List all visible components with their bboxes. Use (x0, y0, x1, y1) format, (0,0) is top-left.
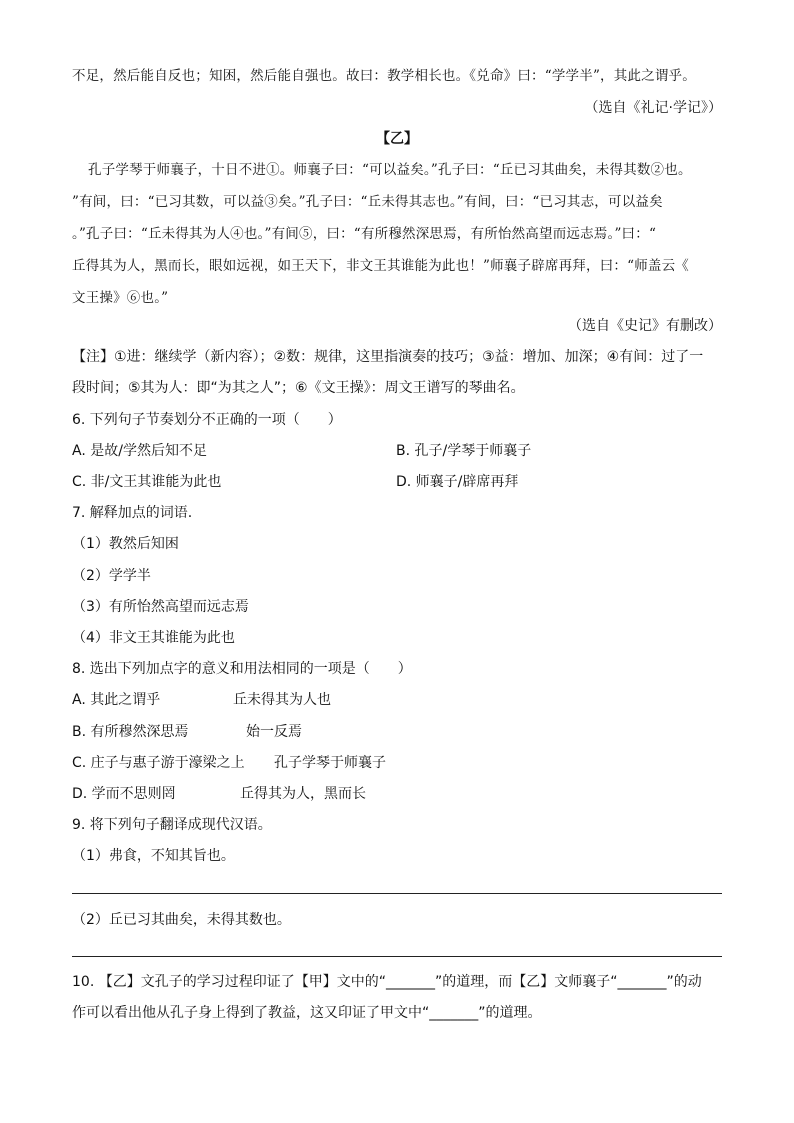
q6-option-a: A. 是故/学然后知不足 (72, 443, 207, 459)
q8-option-c: C. 庄子与惠子游于濠梁之上 (72, 755, 245, 771)
q8-option-b-pair: 始一反焉 (246, 724, 302, 740)
q7-item: （3）有所怡然高望而远志焉 (72, 599, 249, 615)
q7-item: （2）学学半 (72, 568, 151, 584)
q8-option-d: D. 学而不思则罔 (72, 786, 176, 802)
q6-option-d: D. 师襄子/辟席再拜 (396, 474, 519, 490)
passage-b-line: 文王操》⑥也。” (72, 290, 169, 306)
q6-option-b: B. 孔子/学琴于师襄子 (396, 443, 532, 459)
q10-line: 10. 【乙】文孔子的学习过程印证了【甲】文中的“_______”的道理，而【乙】文师襄子“_______”的动 (72, 974, 702, 990)
answer-line[interactable] (72, 893, 722, 894)
q8-option-a-pair: 丘未得其为人也 (233, 692, 331, 708)
answer-line[interactable] (72, 956, 722, 957)
q9-item-2: （2）丘已习其曲矣，未得其数也。 (72, 912, 291, 928)
q10-line: 作可以看出他从孔子身上得到了教益，这又印证了甲文中“_______”的道理。 (72, 1005, 542, 1021)
q8-option-d-pair: 丘得其为人，黑而长 (240, 786, 366, 802)
passage-a-tail-line: 不足，然后能自反也；知困，然后能自强也。故曰：教学相长也。《兑命》曰：“学学半”，其此之谓乎。 (72, 68, 696, 84)
q9-stem: 9. 将下列句子翻译成现代汉语。 (72, 817, 272, 833)
q7-item: （4）非文王其谁能为此也 (72, 630, 235, 646)
q9-item-1: （1）弗食，不知其旨也。 (72, 848, 235, 864)
q6-stem: 6. 下列句子节奏划分不正确的一项（ ） (72, 412, 342, 428)
q8-option-a: A. 其此之谓乎 (72, 692, 161, 708)
note-line: 【注】①进：继续学（新内容）；②数：规律，这里指演奏的技巧；③益：增加、加深；④有间：过了一 (72, 349, 704, 365)
q7-item: （1）教然后知困 (72, 536, 179, 552)
q8-option-c-pair: 孔子学琴于师襄子 (274, 755, 386, 771)
note-line: 段时间；⑤其为人：即“为其之人”；⑥《文王操》：周文王谱写的琴曲名。 (72, 380, 525, 396)
passage-b-line: 。”孔子曰：“丘未得其为人④也。”有间⑤，曰：“有所穆然深思焉，有所怡然高望而远志焉。”曰：“ (72, 226, 657, 242)
passage-b-line: 丘得其为人，黑而长，眼如远视，如王天下，非文王其谁能为此也！”师襄子辟席再拜，曰：“师盖云《 (72, 258, 690, 274)
q8-option-b: B. 有所穆然深思焉 (72, 724, 189, 740)
passage-a-source: （选自《礼记·学记》） (584, 100, 722, 116)
q7-stem: 7. 解释加点的词语. (72, 505, 193, 521)
passage-b-heading: 【乙】 (376, 131, 418, 147)
passage-b-line: 孔子学琴于师襄子，十日不进①。师襄子曰：“可以益矣。”孔子曰：“丘已习其曲矣，未得其数②也。 (88, 162, 692, 178)
q8-stem: 8. 选出下列加点字的意义和用法相同的一项是（ ） (72, 661, 412, 677)
passage-b-source: （选自《史记》有删改） (568, 318, 722, 334)
q6-option-c: C. 非/文王其谁能为此也 (72, 474, 222, 490)
passage-b-line: ”有间，曰：“已习其数，可以益③矣。”孔子曰：“丘未得其志也。”有间，曰：“已习其志，可以益矣 (72, 194, 663, 210)
